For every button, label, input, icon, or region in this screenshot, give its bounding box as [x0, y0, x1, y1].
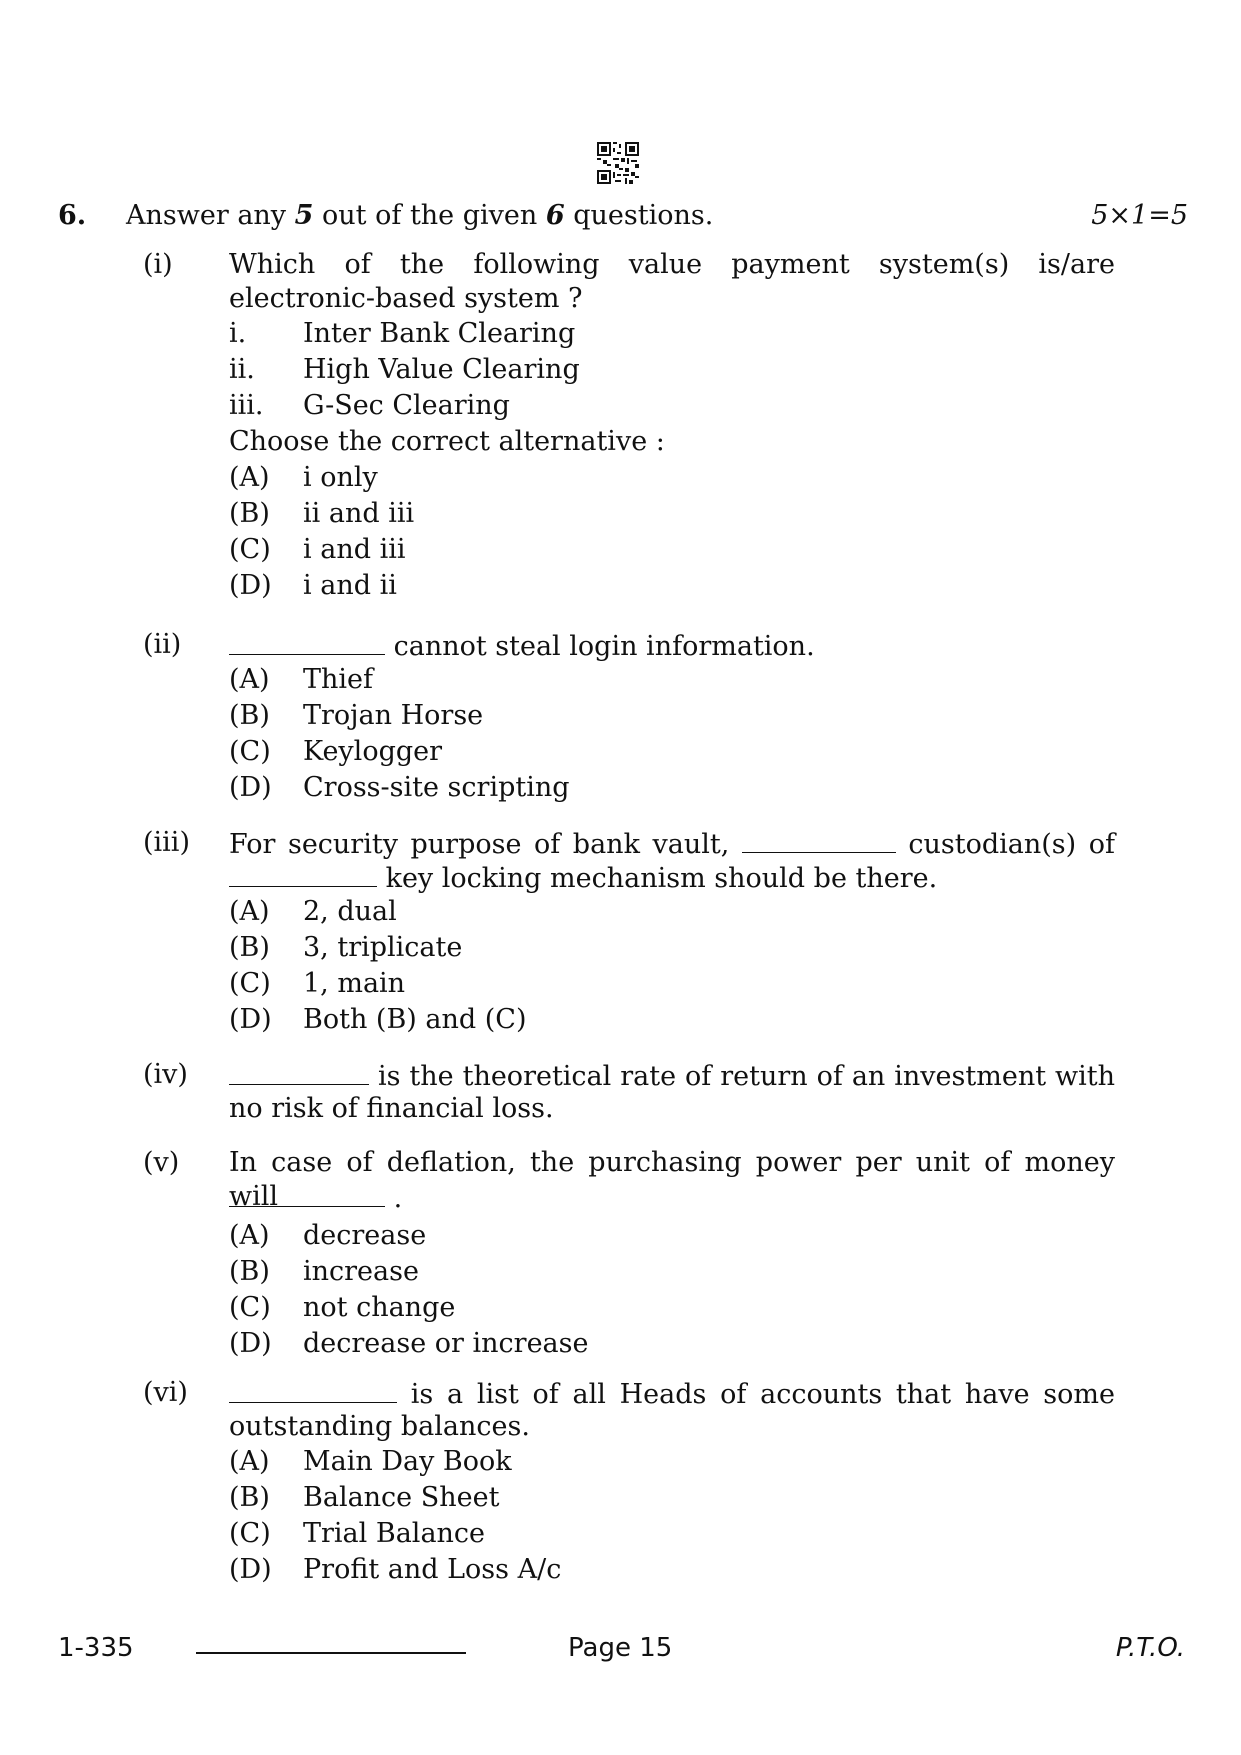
- question-text: outstanding balances.: [229, 1411, 530, 1442]
- option-b: (B) 3, triplicate: [229, 932, 463, 963]
- question-text: no risk of financial loss.: [229, 1093, 554, 1124]
- answer-blank: [229, 1180, 385, 1207]
- question-text: electronic-based system ?: [229, 283, 583, 314]
- option-b: (B) Trojan Horse: [229, 700, 484, 731]
- subquestion-number: (vi): [143, 1377, 188, 1408]
- option-a: (A) Thief: [229, 664, 374, 695]
- instruction-text: Choose the correct alternative :: [229, 426, 665, 457]
- list-item: ii. High Value Clearing: [229, 354, 580, 385]
- answer-blank: [229, 1058, 369, 1085]
- option-a: (A) Main Day Book: [229, 1446, 512, 1477]
- option-d: (D) Cross-site scripting: [229, 772, 570, 803]
- option-c: (C) Keylogger: [229, 736, 443, 767]
- answer-blank: [229, 628, 385, 655]
- page-number: Page 15: [568, 1633, 673, 1663]
- paper-code: 1-335: [58, 1633, 134, 1663]
- question-text: .: [229, 1180, 1115, 1218]
- option-d: (D) Both (B) and (C): [229, 1004, 527, 1035]
- subquestion-number: (i): [143, 249, 173, 280]
- answer-blank: [229, 860, 377, 887]
- list-item: i. Inter Bank Clearing: [229, 318, 576, 349]
- question-instruction: Answer any 5 out of the given 6 questions.: [126, 200, 714, 231]
- question-marks: 5×1=5: [1091, 200, 1188, 231]
- question-text: Which of the following value payment system(s) is/are: [229, 249, 1115, 280]
- option-a: (A) decrease: [229, 1220, 427, 1251]
- page-footer: [0, 1628, 1241, 1668]
- option-b: (B) Balance Sheet: [229, 1482, 500, 1513]
- question-text: key locking mechanism should be there.: [229, 860, 1115, 894]
- option-d: (D) Profit and Loss A/c: [229, 1554, 562, 1585]
- list-item: iii. G-Sec Clearing: [229, 390, 510, 421]
- option-c: (C) not change: [229, 1292, 456, 1323]
- question-text: is a list of all Heads of accounts that have some: [229, 1376, 1115, 1410]
- answer-blank: [229, 1376, 397, 1403]
- option-a: (A) i only: [229, 462, 378, 493]
- pto-label: P.T.O.: [1115, 1633, 1185, 1663]
- option-b: (B) ii and iii: [229, 498, 415, 529]
- option-c: (C) i and iii: [229, 534, 406, 565]
- subquestion-number: (iii): [143, 827, 190, 858]
- question-text: For security purpose of bank vault, custodian(s) of: [229, 826, 1115, 860]
- option-c: (C) Trial Balance: [229, 1518, 486, 1549]
- question-header: [58, 196, 1188, 236]
- option-d: (D) i and ii: [229, 570, 397, 601]
- subquestion-number: (iv): [143, 1059, 188, 1090]
- subquestion-number: (ii): [143, 629, 182, 660]
- question-text: cannot steal login information.: [229, 628, 1115, 662]
- answer-blank: [742, 826, 896, 853]
- option-d: (D) decrease or increase: [229, 1328, 589, 1359]
- option-a: (A) 2, dual: [229, 896, 397, 927]
- subquestion-number: (v): [143, 1147, 180, 1178]
- option-c: (C) 1, main: [229, 968, 406, 999]
- qr-code-icon: [597, 142, 639, 184]
- footer-divider: [196, 1652, 466, 1654]
- question-text: is the theoretical rate of return of an investment with: [229, 1058, 1115, 1092]
- question-number: 6.: [58, 200, 87, 231]
- option-b: (B) increase: [229, 1256, 419, 1287]
- question-text: In case of deflation, the purchasing power per unit of money will: [229, 1147, 1115, 1212]
